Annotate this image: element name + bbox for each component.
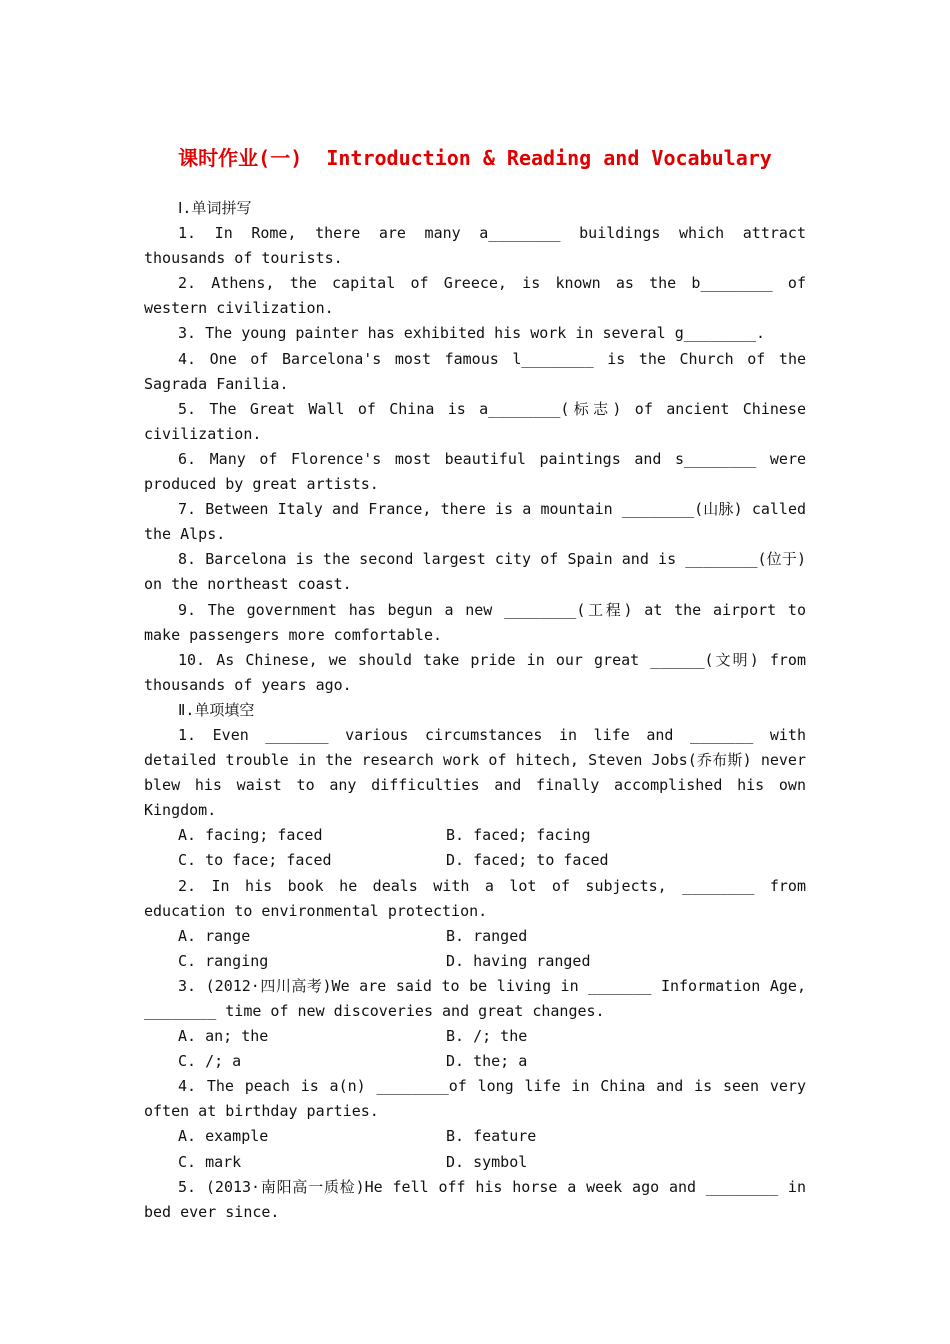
spelling-item: 10. As Chinese, we should take pride in our great ______(文明) from thousands of years ago. — [144, 650, 806, 694]
option-row — [144, 823, 806, 848]
option-row — [144, 848, 806, 873]
spelling-item: 3. The young painter has exhibited his work in several g________. — [178, 324, 765, 343]
question-stem: 4. The peach is a(n) ________of long life in China and is seen very often at birthday parties. — [144, 1077, 806, 1121]
option-d: D. the; a — [446, 1052, 528, 1071]
section-heading-choice: Ⅱ.单项填空 — [178, 700, 255, 719]
spelling-item: 6. Many of Florence's most beautiful paintings and s________ were produced by great artists. — [144, 449, 806, 494]
option-b: B. faced; facing — [446, 826, 591, 845]
spelling-item: 9. The government has begun a new ________(工程) at the airport to make passengers more comfortable. — [144, 600, 806, 644]
question-stem: 2. In his book he deals with a lot of subjects, ________ from education to environmental protection. — [144, 876, 806, 920]
spelling-item: 4. One of Barcelona's most famous l________ is the Church of the Sagrada Fanilia. — [144, 349, 806, 393]
option-c: C. to face; faced — [178, 851, 332, 870]
spelling-item: 1. In Rome, there are many a________ buildings which attract thousands of tourists. — [144, 224, 806, 268]
question-stem: 1. Even _______ various circumstances in life and _______ with detailed trouble in the research work of hitech, Steven Jobs(乔布斯) never blew his waist to any difficulties and finally accomplished his own Kingdom. — [144, 725, 806, 820]
option-b: B. ranged — [446, 926, 528, 945]
page-title: 课时作业(一) Introduction & Reading and Vocabulary — [178, 146, 772, 170]
option-d: D. faced; to faced — [446, 851, 609, 870]
option-row — [144, 924, 806, 949]
document-body — [144, 196, 806, 1225]
option-c: C. /; a — [178, 1052, 242, 1071]
spelling-item: 2. Athens, the capital of Greece, is known as the b________ of western civilization. — [144, 274, 806, 318]
option-a: A. an; the — [178, 1027, 269, 1046]
option-b: B. /; the — [446, 1027, 528, 1046]
option-a: A. range — [178, 926, 251, 945]
question-stem: 3. (2012·四川高考)We are said to be living in _______ Information Age, ________ time of new discoveries and great changes. — [144, 976, 806, 1020]
spelling-item: 7. Between Italy and France, there is a mountain ________(山脉) called the Alps. — [144, 500, 806, 544]
spelling-item: 8. Barcelona is the second largest city of Spain and is ________(位于) on the northeast coast. — [144, 550, 806, 594]
option-a: A. example — [178, 1127, 269, 1146]
option-c: C. mark — [178, 1152, 242, 1171]
option-a: A. facing; faced — [178, 826, 323, 845]
section-heading-spelling: Ⅰ.单词拼写 — [178, 199, 252, 217]
option-row — [144, 1124, 806, 1149]
spelling-item: 5. The Great Wall of China is a________(标志) of ancient Chinese civilization. — [144, 399, 806, 443]
option-row — [144, 949, 806, 974]
option-b: B. feature — [446, 1127, 537, 1146]
question-stem: 5. (2013·南阳高一质检)He fell off his horse a week ago and ________ in bed ever since. — [144, 1177, 806, 1221]
option-row — [144, 1049, 806, 1074]
option-d: D. symbol — [446, 1152, 528, 1171]
option-row — [144, 1024, 806, 1049]
option-row — [144, 1150, 806, 1175]
option-d: D. having ranged — [446, 951, 591, 970]
option-c: C. ranging — [178, 951, 269, 970]
